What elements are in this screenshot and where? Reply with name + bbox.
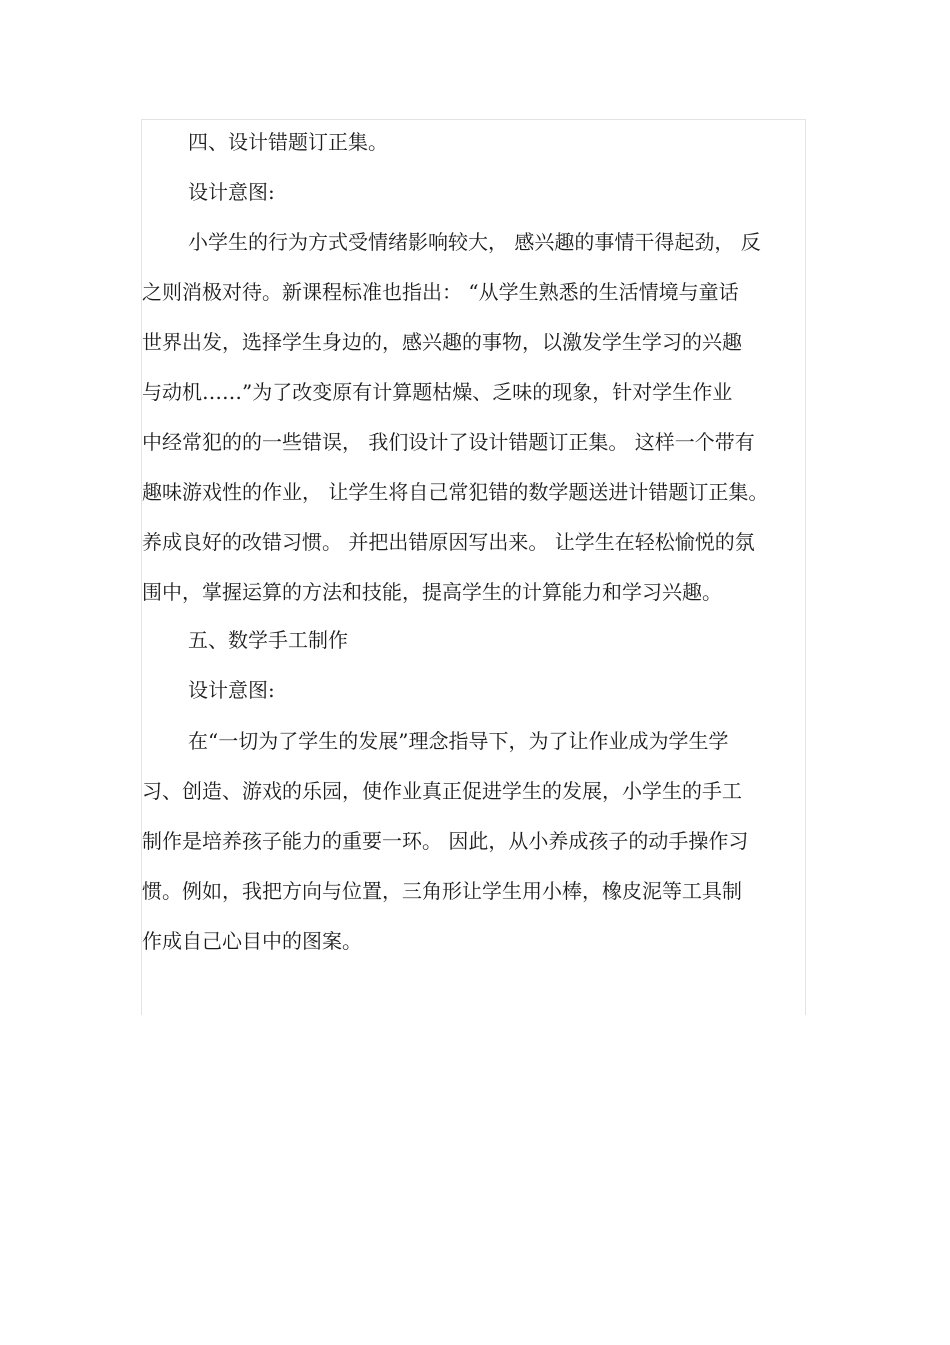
- paragraph-line: 中经常犯的的一些错误， 我们设计了设计错题订正集。 这样一个带有: [142, 430, 755, 454]
- paragraph-line: 养成良好的改错习惯。 并把出错原因写出来。 让学生在轻松愉悦的氛: [142, 530, 755, 554]
- paragraph-line: 趣味游戏性的作业， 让学生将自己常犯错的数学题送进计错题订正集。: [142, 480, 769, 504]
- paragraph-line: 制作是培养孩子能力的重要一环。 因此，从小养成孩子的动手操作习: [142, 829, 749, 853]
- paragraph-line: 世界出发，选择学生身边的，感兴趣的事物，以激发学生学习的兴趣: [142, 330, 742, 354]
- paragraph-line: 在“一切为了学生的发展”理念指导下，为了让作业成为学生学: [188, 729, 729, 753]
- paragraph-line: 惯。例如，我把方向与位置，三角形让学生用小棒，橡皮泥等工具制: [142, 879, 742, 903]
- paragraph-line: 与动机……”为了改变原有计算题枯燥、乏味的现象，针对学生作业: [142, 380, 733, 404]
- paragraph-line: 小学生的行为方式受情绪影响较大， 感兴趣的事情干得起劲， 反: [188, 230, 761, 254]
- section-5-heading: 五、数学手工制作: [188, 628, 348, 652]
- section-4-heading: 四、设计错题订正集。: [188, 130, 388, 154]
- section-4-intent-label: 设计意图:: [188, 180, 275, 204]
- paragraph-line: 习、创造、游戏的乐园，使作业真正促进学生的发展，小学生的手工: [142, 779, 742, 803]
- paragraph-line: 围中，掌握运算的方法和技能，提高学生的计算能力和学习兴趣。: [142, 580, 722, 604]
- paragraph-line: 作成自己心目中的图案。: [142, 929, 362, 953]
- section-5-intent-label: 设计意图:: [188, 678, 275, 702]
- document-page: [141, 119, 806, 1015]
- paragraph-line: 之则消极对待。新课程标准也指出： “从学生熟悉的生活情境与童话: [142, 280, 739, 304]
